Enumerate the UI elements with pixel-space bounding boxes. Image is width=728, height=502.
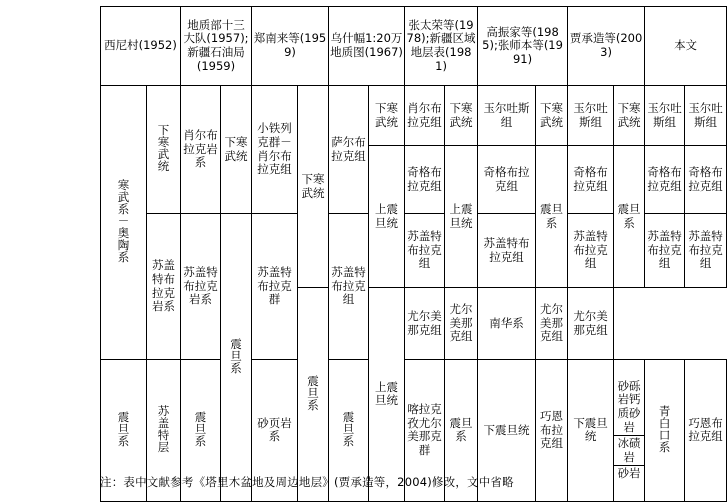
cell-nanhua-system-1: 南华系	[478, 288, 536, 360]
cell-qiaoenbulake-formation-1: 巧恩布拉克组	[536, 360, 568, 502]
cell-youermeinake-formation-2: 尤尔美那克组	[445, 288, 478, 360]
cell-sinian-system-1: 震旦系	[536, 146, 568, 288]
cell-yuertusi-formation-2: 玉尔吐斯组	[568, 86, 614, 146]
cell-qigebulake-formation-3: 奇格布拉克组	[568, 146, 614, 214]
cell-youermeinake-formation-1: 尤尔美那克组	[405, 288, 445, 360]
cell-lower-cambrian-series-2: 下寒武统	[221, 86, 252, 214]
cell-sugaite-bulake-formation-2: 苏盖特布拉克组	[405, 214, 445, 288]
cell-lower-cambrian-series-1	[147, 86, 181, 214]
cell-lower-cambrian-series-6: 下寒武统	[536, 86, 568, 146]
cell-qiaoenbulake-formation-2: 巧恩布拉克组	[685, 360, 727, 502]
cell-sinian-system-col7: 震旦系	[445, 360, 478, 502]
cell-xiaoerbulake-rock-series: 肖尔布拉克岩系	[181, 86, 221, 214]
cell-lower-sinian-series-1: 下震旦统	[478, 360, 536, 502]
header-cell-4: 乌什幅1:20万地质图(1967)	[329, 7, 405, 86]
cell-yuertusi-formation-1: 玉尔吐斯组	[478, 86, 536, 146]
cell-text: 寒武系－奥陶系	[116, 178, 131, 263]
cell-lower-cambrian-series-5: 下寒武统	[445, 86, 478, 146]
cell-sugaite-bulake-formation-4: 苏盖特布拉克组	[568, 214, 614, 288]
cell-upper-sinian-series-1: 上震旦统	[369, 146, 405, 288]
cell-text: 青白口系	[657, 404, 672, 453]
cell-upper-sinian-series-2: 上震旦统	[445, 146, 478, 288]
header-cell-1: 西尼村(1952)	[101, 7, 181, 86]
cell-qigebulake-formation-4: 奇格布拉克组	[645, 146, 685, 214]
cell-text: 下寒武统	[156, 123, 171, 172]
cell-xiaoerbulake-formation-1: 肖尔布拉克组	[405, 86, 445, 146]
figure-note: 注：表中文献参考《塔里木盆地及周边地层》(贾承造等，2004)修改，文中省略	[100, 475, 514, 489]
header-cell-2: 地质部十三大队(1957);新疆石油局(1959)	[181, 7, 252, 86]
cell-text: 苏盖特层	[156, 404, 171, 453]
cell-text: 震旦系	[116, 410, 131, 447]
cell-qigebulake-formation-5: 奇格布拉克组	[685, 146, 727, 214]
cell-qigebulake-formation-1: 奇格布拉克组	[405, 146, 445, 214]
cell-sandstone: 砂岩	[617, 466, 641, 481]
cell-yuertusi-formation-3: 玉尔吐斯组	[645, 86, 685, 146]
cell-upper-sinian-series-3: 上震旦统	[369, 288, 405, 502]
cell-qigebulake-formation-2: 奇格布拉克组	[478, 146, 536, 214]
cell-shale-sandstone-series: 砂页岩系	[252, 360, 298, 502]
table-row	[101, 86, 727, 146]
cell-sugaite-bulake-rock-series-1: 苏盖特布拉克岩系	[147, 214, 181, 360]
cell-sugaite-bulake-formation-1: 苏盖特布拉克组	[329, 214, 369, 360]
cell-sugaite-bulake-formation-3: 苏盖特布拉克组	[478, 214, 536, 288]
header-cell-5: 张太荣等(1978);新疆区域地层表(1981)	[405, 7, 478, 86]
cell-conglomerate-calcareous-sandstone: 砂砾岩钙质砂岩	[614, 379, 644, 436]
cell-sinian-system-2: 震旦系	[614, 146, 645, 288]
cell-xiaotieleke-group: 小铁列克群－肖尔布拉克组	[252, 86, 298, 214]
cell-sugaite-bulake-rock-series-2: 苏盖特布拉克岩系	[181, 214, 221, 360]
cell-saerbulake-formation: 萨尔布拉克组	[329, 86, 369, 214]
cell-xiniculun-cambrian-ordovician	[101, 86, 147, 360]
cell-yuertusi-formation-4: 玉尔吐斯组	[685, 86, 727, 146]
header-cell-6: 高振家等(1985);张师本等(1991)	[478, 7, 568, 86]
header-cell-8: 本文	[645, 7, 727, 86]
cell-qingbaikou-system	[645, 360, 685, 502]
header-cell-3: 郑南来等(1959)	[252, 7, 329, 86]
cell-text: 震旦系	[341, 410, 356, 447]
cell-lower-sinian-series-2: 下震旦统	[568, 360, 614, 502]
cell-kalakezi-youermeinake-group: 喀拉克孜尤尔美那克群	[405, 360, 445, 502]
cell-sugaite-bulake-group: 苏盖特布拉克群	[252, 214, 298, 360]
cell-sinian-system-3	[221, 214, 252, 502]
cell-lower-cambrian-series-3: 下寒武统	[298, 86, 329, 288]
stratigraphic-correlation-table	[100, 6, 727, 502]
cell-youermeinake-formation-4: 尤尔美那克组	[568, 288, 614, 360]
cell-lower-cambrian-series-7: 下寒武统	[614, 86, 645, 146]
cell-youermeinake-formation-3: 尤尔美那克组	[536, 288, 568, 360]
cell-text: 震旦系	[306, 374, 321, 411]
cell-text: 震旦系	[193, 410, 208, 447]
cell-text: 震旦系	[229, 337, 244, 374]
cell-sugaite-bulake-formation-6: 苏盖特布拉克组	[685, 214, 727, 288]
cell-lithology-stack	[614, 360, 645, 502]
cell-sinian-system-4	[298, 288, 329, 502]
header-cell-7: 贾承造等(2003)	[568, 7, 645, 86]
cell-sugaite-bulake-formation-5: 苏盖特布拉克组	[645, 214, 685, 288]
cell-tillite-1: 冰碛岩	[614, 436, 644, 466]
table-header-row	[101, 7, 727, 86]
cell-lower-cambrian-series-4: 下寒武统	[369, 86, 405, 146]
